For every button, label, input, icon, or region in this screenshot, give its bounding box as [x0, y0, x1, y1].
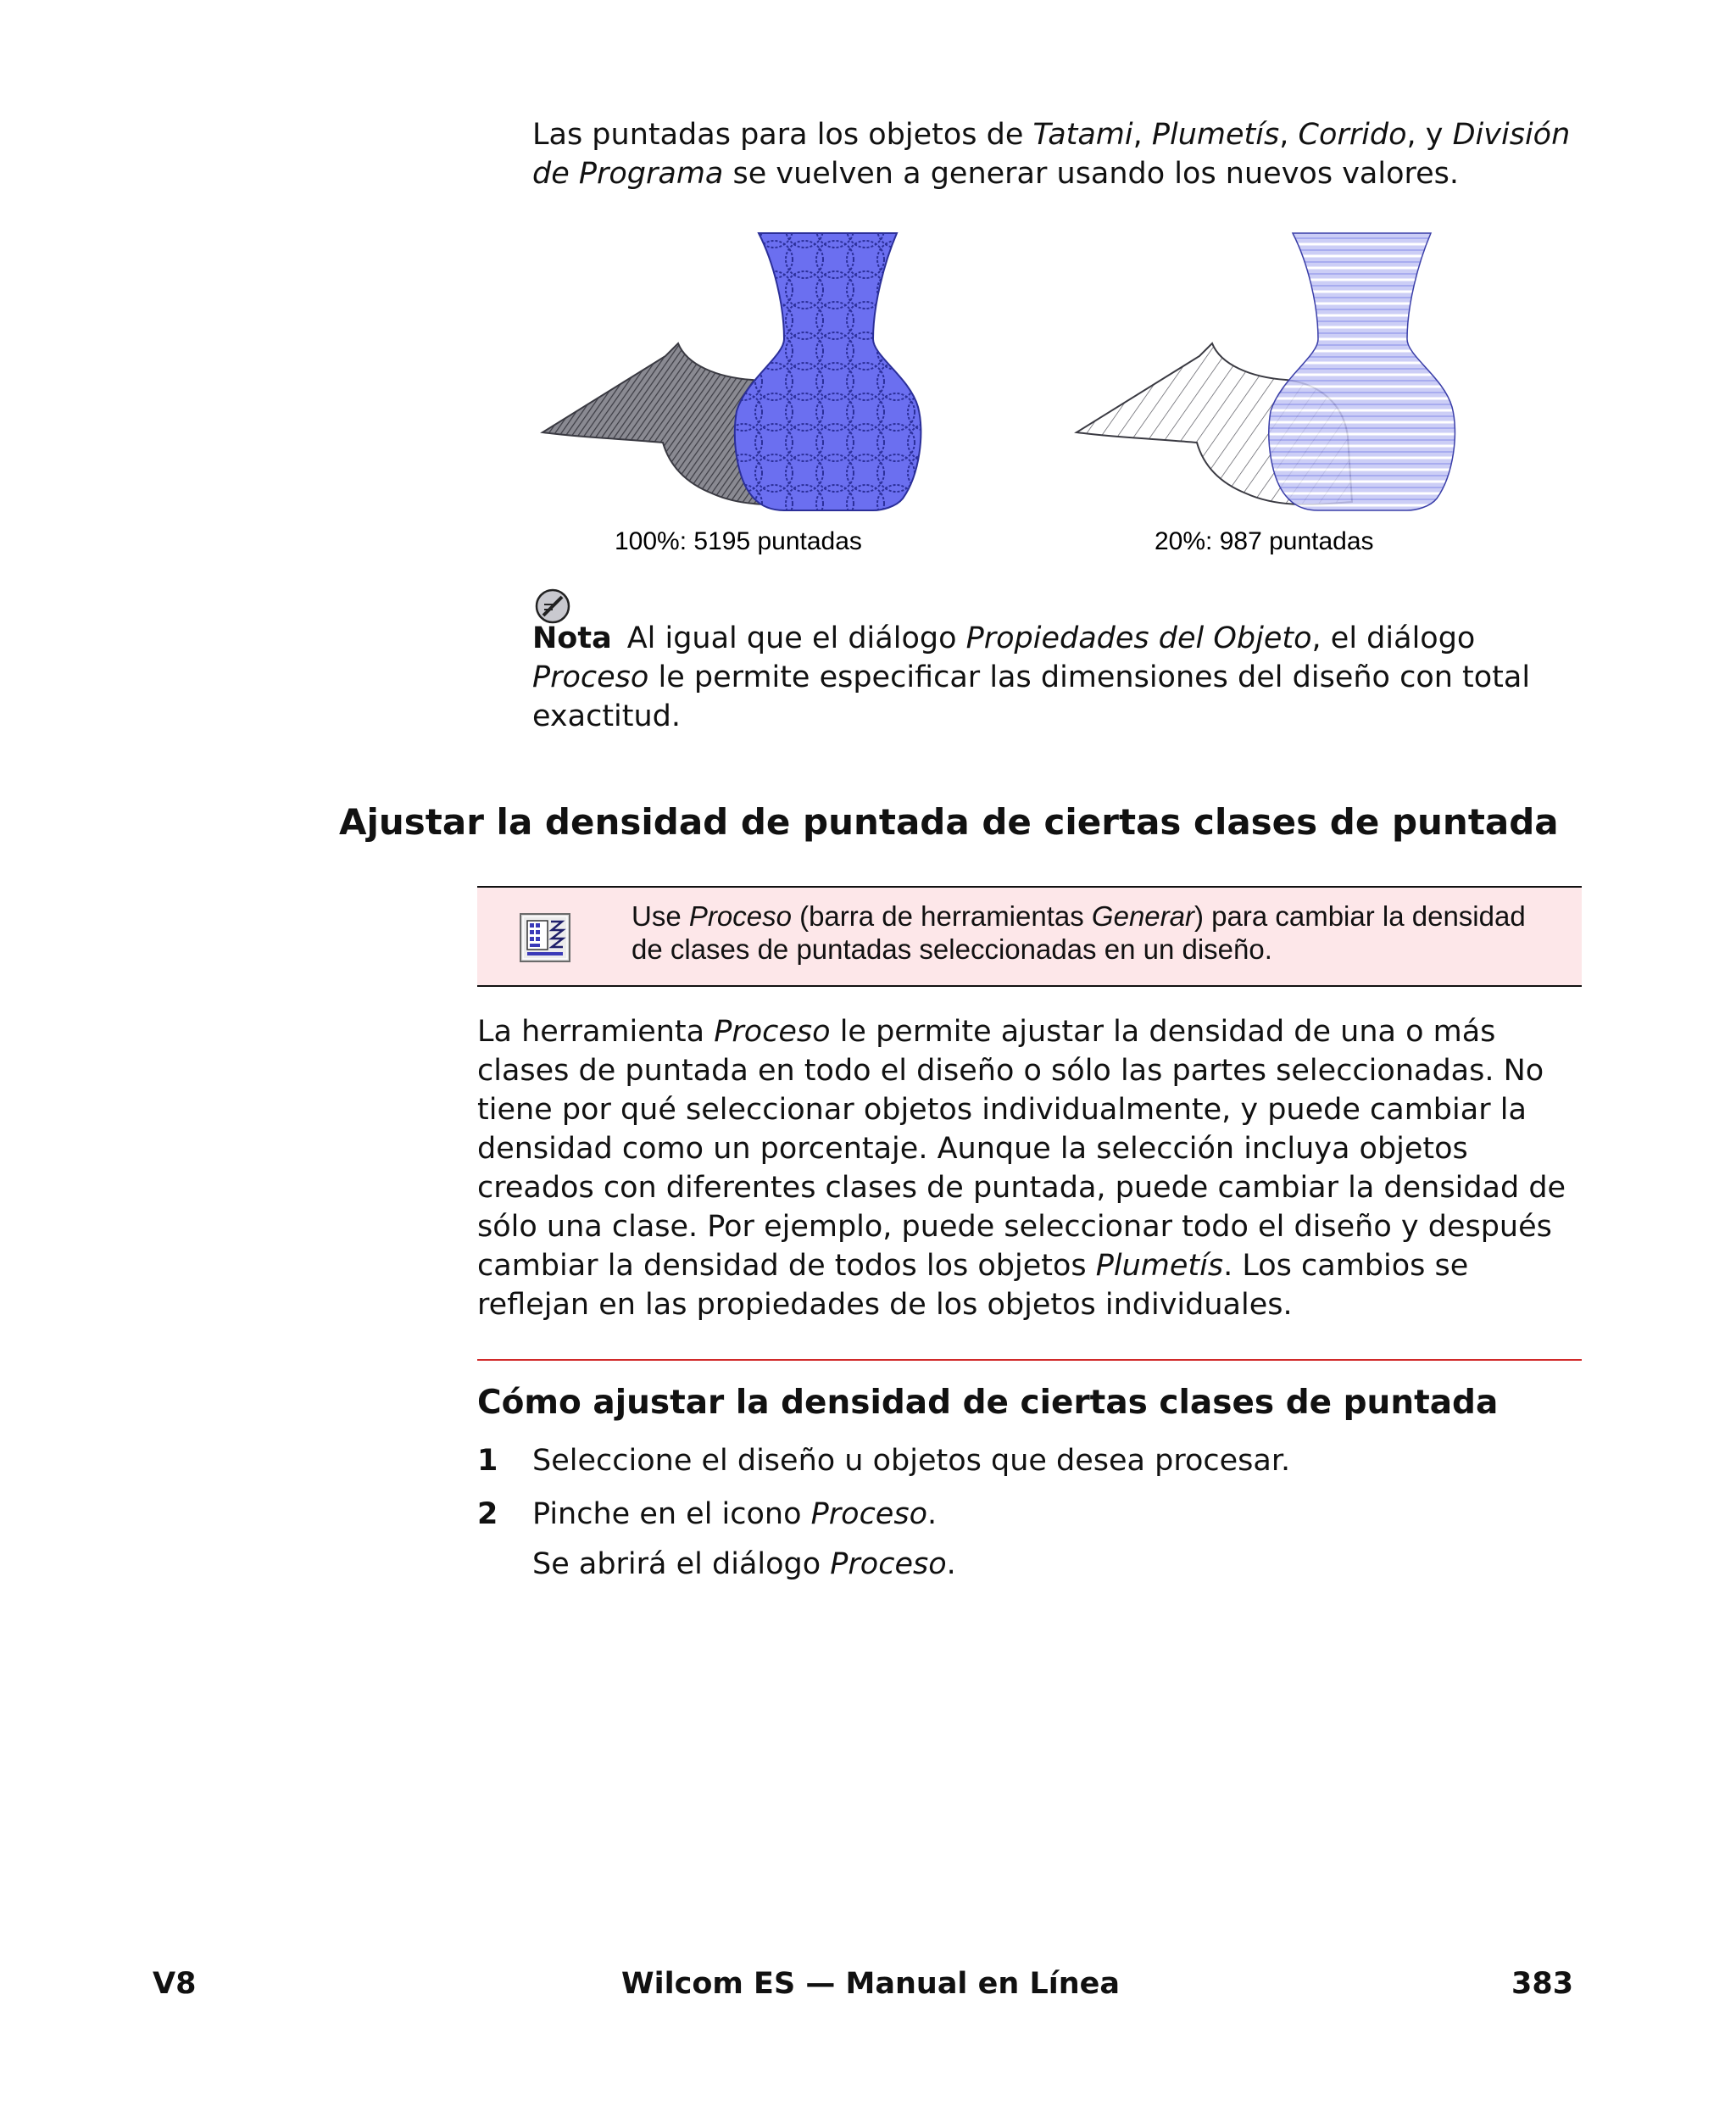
intro-paragraph: Las puntadas para los objetos de Tatami, Plumetís, Corrido, y División de Programa se vuelven a generar usando los nuevos valores. [532, 118, 1571, 191]
density-comparison-illustration [530, 229, 1589, 568]
note-label: Nota [532, 621, 612, 655]
figure-100-percent [542, 233, 921, 510]
step-1-text: Seleccione el diseño u objetos que desea procesar. [532, 1444, 1291, 1478]
step-2-text: Pinche en el icono Proceso. [532, 1497, 938, 1531]
note-paragraph: Nota Al igual que el diálogo Propiedades del Objeto, el diálogo Proceso le permite especificar las dimensiones del diseño con total exactitud. [532, 621, 1531, 733]
caption-20-percent: 20%: 987 puntadas [1155, 527, 1374, 555]
footer-title: Wilcom ES — Manual en Línea [621, 1967, 1121, 2001]
process-tool-icon[interactable] [520, 913, 570, 962]
section-heading: Ajustar la densidad de puntada de ciertas clases de puntada [339, 801, 1559, 843]
step-2-number: 2 [477, 1497, 498, 1531]
section-divider [477, 1359, 1582, 1361]
footer-page-number: 383 [1511, 1967, 1574, 2001]
step-result-text: Se abrirá el diálogo Proceso. [532, 1547, 956, 1581]
body-paragraph: La herramienta Proceso le permite ajustar la densidad de una o más clases de puntada en todo el diseño o sólo las partes seleccionadas. No tiene por qué seleccionar objetos individualmente, y puede cambiar la densidad como un porcentaje. Aunque la selección incluya objetos creados con diferentes clases de puntada, puede cambiar la densidad de sólo una clase. Por ejemplo, puede seleccionar todo el diseño y después cambiar la densidad de todos los objetos Plumetís. Los cambios se reflejan en las propiedades de los objetos individuales. [477, 1015, 1566, 1322]
figure-20-percent [1077, 233, 1455, 510]
caption-100-percent: 100%: 5195 puntadas [615, 527, 862, 555]
footer-version: V8 [153, 1967, 197, 2001]
procedure-heading: Cómo ajustar la densidad de ciertas clases de puntada [477, 1384, 1499, 1422]
tool-tip-box [477, 886, 1582, 987]
step-1-number: 1 [477, 1444, 498, 1478]
tool-tip-text: Use Proceso (barra de herramientas Generar) para cambiar la densidad de clases de puntadas seleccionadas en un diseño. [632, 900, 1526, 965]
density-comparison-figure [530, 229, 1589, 568]
